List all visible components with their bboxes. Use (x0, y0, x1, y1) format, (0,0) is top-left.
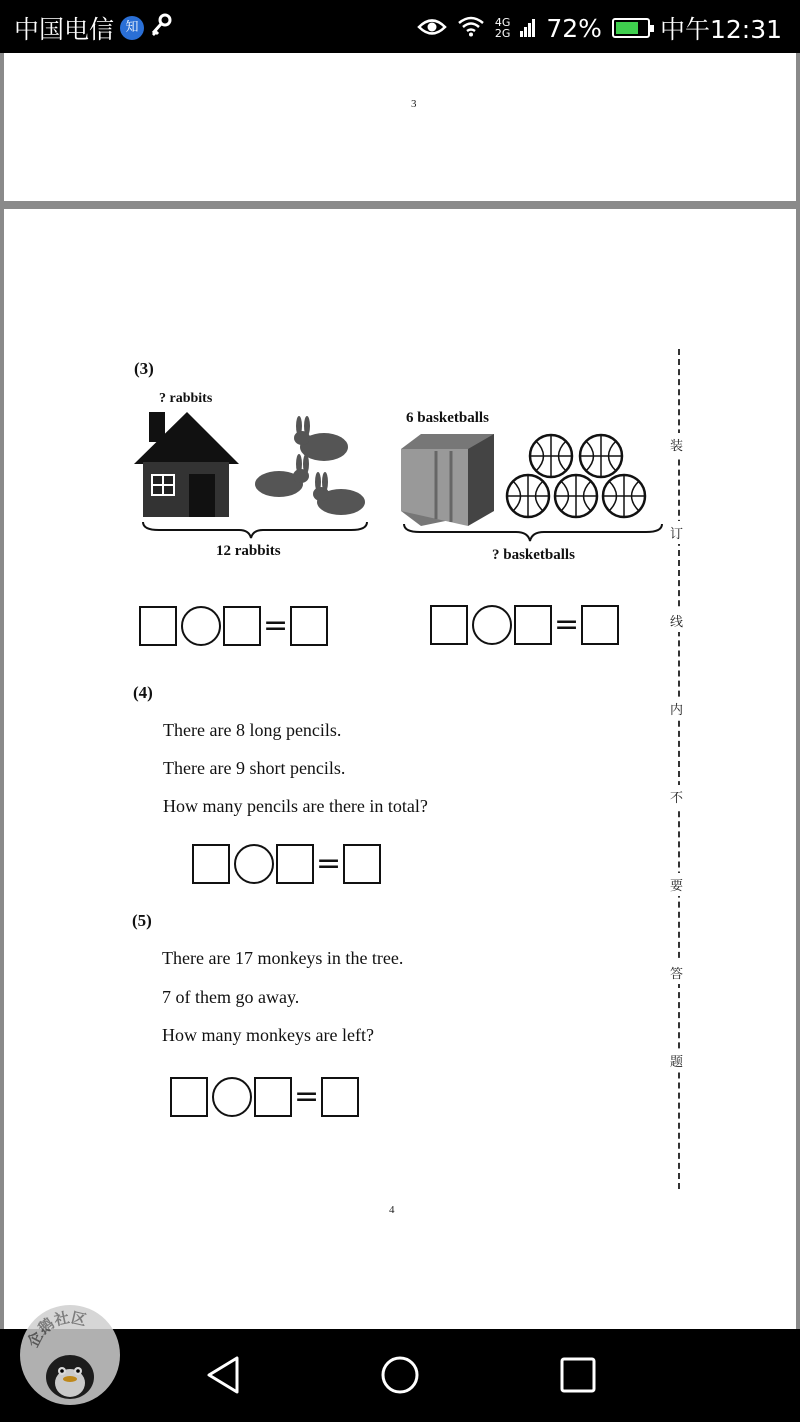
question-3-label: (3) (134, 359, 154, 378)
answer-box[interactable] (581, 605, 619, 645)
answer-box[interactable] (254, 1077, 292, 1117)
binding-char: 线 (670, 609, 683, 632)
binding-char: 内 (670, 697, 683, 720)
clock: 中午12:31 (659, 15, 782, 44)
answer-box[interactable] (514, 605, 552, 645)
question-5-label: (5) (132, 911, 152, 930)
watermark-penguin (20, 1305, 120, 1405)
unknown-rabbits-label: ? rabbits (159, 391, 213, 406)
pdf-page-4[interactable] (4, 209, 796, 1329)
wifi-icon (457, 14, 485, 43)
binding-char: 题 (670, 1049, 683, 1072)
network-type-top: 4G (494, 16, 511, 29)
operator-circle[interactable] (181, 606, 221, 646)
answer-box[interactable] (276, 844, 314, 884)
carrier-name: 中国电信 (14, 15, 115, 44)
zhihu-notification-icon: 知 (120, 16, 144, 40)
basketballs-known-label: 6 basketballs (406, 410, 489, 426)
answer-box[interactable] (170, 1077, 208, 1117)
battery-percent: 72% (546, 13, 602, 43)
brace-icon (404, 524, 662, 541)
operator-circle[interactable] (234, 844, 274, 884)
equals-sign: = (554, 607, 580, 642)
answer-box[interactable] (290, 606, 328, 646)
navigation-bar (0, 1329, 800, 1422)
answer-box[interactable] (430, 605, 468, 645)
recents-square-icon (558, 1354, 598, 1396)
battery-icon (612, 18, 650, 38)
question-4-line: How many pencils are there in total? (163, 796, 428, 816)
answer-box[interactable] (343, 844, 381, 884)
question-5-line: There are 17 monkeys in the tree. (162, 948, 404, 968)
battery-fill (616, 22, 638, 34)
unknown-basketballs-label: ? basketballs (492, 547, 575, 563)
answer-box[interactable] (192, 844, 230, 884)
back-button[interactable] (204, 1354, 244, 1401)
status-right (417, 10, 782, 46)
penguin-logo-icon (20, 1305, 120, 1405)
question-5-line: 7 of them go away. (162, 987, 300, 1007)
signal-icon (520, 14, 536, 43)
equals-sign: = (263, 608, 289, 643)
question-4-label: (4) (133, 683, 153, 702)
rabbit-icon (255, 454, 309, 497)
answer-box[interactable] (321, 1077, 359, 1117)
question-4-line: There are 9 short pencils. (163, 758, 346, 778)
network-type (495, 17, 511, 39)
binding-char: 订 (670, 521, 683, 544)
equals-sign: = (316, 846, 342, 881)
rabbit-icon (294, 416, 348, 461)
rabbit-icon (313, 472, 365, 515)
total-rabbits-label: 12 rabbits (216, 543, 281, 559)
equals-sign: = (294, 1079, 320, 1114)
question-4-line: There are 8 long pencils. (163, 720, 342, 740)
equation-boxes[interactable] (170, 1077, 359, 1117)
page-number: 3 (411, 98, 417, 110)
answer-box[interactable] (139, 606, 177, 646)
status-left (14, 10, 172, 46)
pdf-page-3[interactable] (4, 53, 796, 201)
status-bar (0, 0, 800, 53)
watermark-text: 企鹅社区 (23, 1308, 89, 1351)
home-circle-icon (380, 1354, 420, 1396)
equation-boxes[interactable] (430, 605, 619, 645)
key-icon (150, 13, 172, 43)
equation-boxes[interactable] (139, 606, 328, 646)
binding-char: 要 (670, 873, 683, 896)
equation-boxes[interactable] (192, 844, 381, 884)
back-triangle-icon (204, 1354, 244, 1396)
binding-char: 答 (670, 961, 683, 984)
page-number: 4 (389, 1204, 395, 1216)
question-5-line: How many monkeys are left? (162, 1025, 374, 1045)
answer-box[interactable] (223, 606, 261, 646)
house-rabbits-illustration (129, 404, 379, 544)
binding-char: 不 (670, 785, 683, 808)
network-type-bottom: 2G (494, 27, 511, 40)
operator-circle[interactable] (212, 1077, 252, 1117)
recents-button[interactable] (558, 1354, 598, 1401)
house-icon (134, 412, 239, 517)
eye-comfort-icon (417, 14, 447, 43)
brace-icon (143, 522, 367, 538)
home-button[interactable] (380, 1354, 420, 1401)
box-icon (401, 434, 494, 526)
box-basketballs-illustration (396, 429, 676, 544)
operator-circle[interactable] (472, 605, 512, 645)
binding-char: 装 (670, 433, 683, 456)
